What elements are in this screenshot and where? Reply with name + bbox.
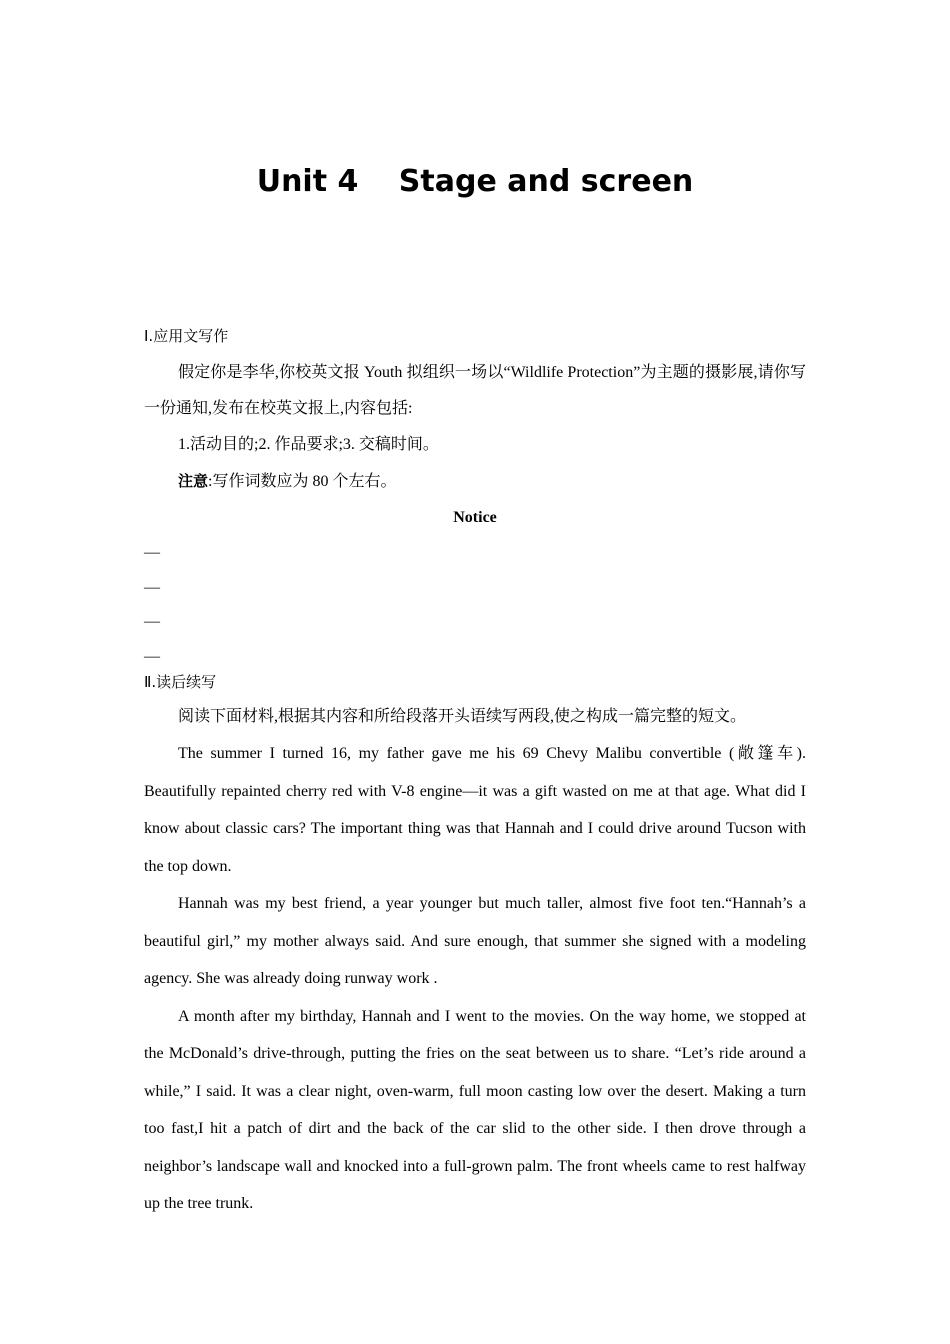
section-1-points: 1.活动目的;2. 作品要求;3. 交稿时间。 [178, 436, 439, 453]
answer-line: — [144, 613, 160, 630]
document-content [144, 324, 806, 1223]
story-paragraph: Hannah was my best friend, a year younger but much taller, almost five foot ten.“Hannah’s a beautiful girl,” my mother always said. And sure enough, that summer she signed with a modeling agency. She was already doing runway work . [144, 895, 806, 987]
story-paragraph: A month after my birthday, Hannah and I went to the movies. On the way home, we stopped at the McDonald’s drive-through, putting the fries on the seat between us to share. “Let’s ride around a while,” I said. It was a clear night, oven-warm, full moon casting low over the desert. Making a turn too fast,I hit a patch of dirt and the back of the car slid to the other side. I then drove through a neighbor’s landscape wall and knocked into a full-grown palm. The front wheels came to rest halfway up the tree trunk. [144, 1007, 806, 1212]
section-1-prompt: 假定你是李华,你校英文报 Youth 拟组织一场以“Wildlife Protection”为主题的摄影展,请你写一份通知,发布在校英文报上,内容包括: [144, 364, 806, 417]
answer-line: — [144, 647, 160, 665]
note-text: :写作词数应为 80 个左右。 [208, 473, 397, 490]
section-1-note [144, 463, 806, 500]
answer-line: — [144, 578, 160, 596]
section-2-heading: Ⅱ.读后续写 [144, 673, 217, 691]
story-paragraph: The summer I turned 16, my father gave me his 69 Chevy Malibu convertible (敞篷车). Beautifully repainted cherry red with V-8 engine—it was a gift wasted on me at that age. What did I know about classic cars? The important thing was that Hannah and I could drive around Tucson with the top down. [144, 745, 806, 875]
page-title: Unit 4 Stage and screen [256, 164, 694, 199]
notice-title: Notice [453, 509, 497, 526]
answer-line: — [144, 544, 160, 561]
note-label: 注意 [178, 472, 209, 490]
section-2-instruction: 阅读下面材料,根据其内容和所给段落开头语续写两段,使之构成一篇完整的短文。 [178, 708, 747, 725]
section-1-heading: Ⅰ.应用文写作 [144, 327, 229, 345]
